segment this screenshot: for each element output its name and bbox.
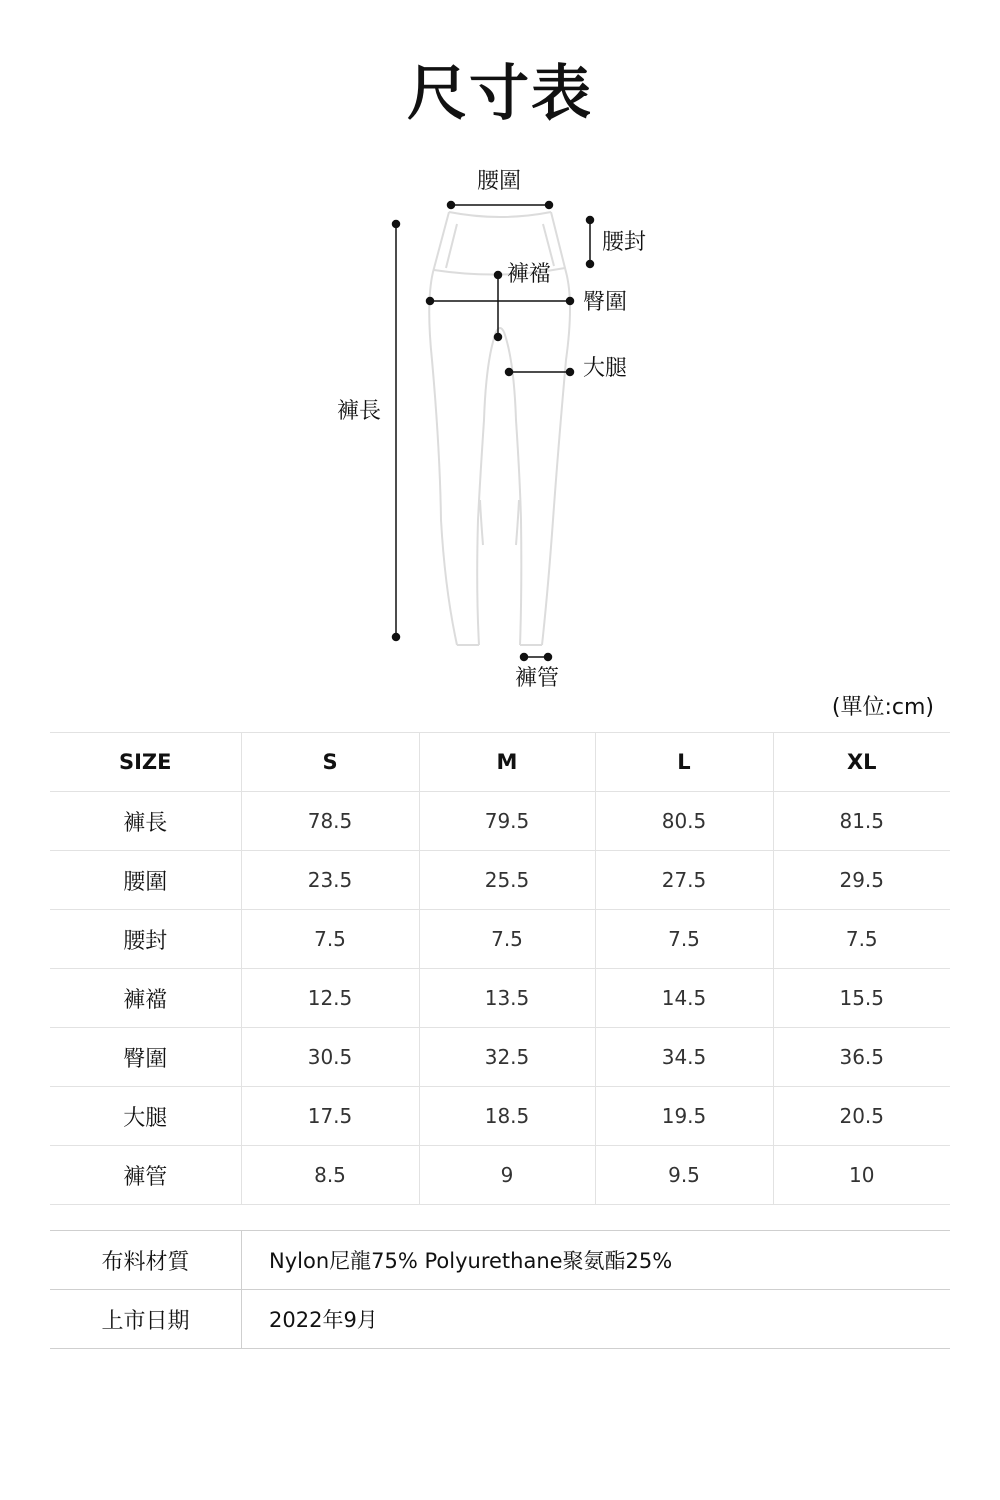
info-table xyxy=(50,1230,950,1349)
table-row xyxy=(50,1087,950,1146)
table-row xyxy=(50,792,950,851)
cell: 7.5 xyxy=(419,910,595,969)
thigh-label: 大腿 xyxy=(583,356,628,381)
size-table-header xyxy=(50,733,950,792)
cell: 79.5 xyxy=(419,792,595,851)
leg-opening-label: 褲管 xyxy=(515,666,560,691)
cell: 10 xyxy=(773,1146,950,1205)
row-label: 大腿 xyxy=(50,1087,241,1146)
info-row-release-date xyxy=(50,1290,950,1349)
unit-note: (單位:cm) xyxy=(831,695,934,720)
row-label: 褲長 xyxy=(50,792,241,851)
cell: 36.5 xyxy=(773,1028,950,1087)
measurement-lines xyxy=(393,202,594,661)
cell: 32.5 xyxy=(419,1028,595,1087)
cell: 14.5 xyxy=(595,969,773,1028)
hip-label: 臀圍 xyxy=(583,290,628,315)
cell: 27.5 xyxy=(595,851,773,910)
release-date-value: 2022年9月 xyxy=(242,1290,951,1349)
header-size: SIZE xyxy=(50,733,241,792)
row-label: 褲管 xyxy=(50,1146,241,1205)
cell: 29.5 xyxy=(773,851,950,910)
cell: 34.5 xyxy=(595,1028,773,1087)
cell: 23.5 xyxy=(241,851,419,910)
cell: 9 xyxy=(419,1146,595,1205)
table-row xyxy=(50,969,950,1028)
cell: 15.5 xyxy=(773,969,950,1028)
cell: 25.5 xyxy=(419,851,595,910)
cell: 12.5 xyxy=(241,969,419,1028)
cell: 7.5 xyxy=(595,910,773,969)
cell: 8.5 xyxy=(241,1146,419,1205)
page-title: 尺寸表 xyxy=(407,59,593,129)
size-table xyxy=(50,732,950,1205)
release-date-label: 上市日期 xyxy=(50,1290,242,1349)
row-label: 腰圍 xyxy=(50,851,241,910)
cell: 80.5 xyxy=(595,792,773,851)
leggings-illustration xyxy=(0,0,1000,700)
table-row xyxy=(50,1146,950,1205)
waist-label: 腰圍 xyxy=(477,169,522,194)
header-l: L xyxy=(595,733,773,792)
cell: 20.5 xyxy=(773,1087,950,1146)
header-xl: XL xyxy=(773,733,950,792)
rise-label: 褲襠 xyxy=(507,262,552,287)
cell: 18.5 xyxy=(419,1087,595,1146)
cell: 13.5 xyxy=(419,969,595,1028)
header-s: S xyxy=(241,733,419,792)
row-label: 褲襠 xyxy=(50,969,241,1028)
material-value: Nylon尼龍75% Polyurethane聚氨酯25% xyxy=(242,1231,951,1290)
cell: 78.5 xyxy=(241,792,419,851)
row-label: 臀圍 xyxy=(50,1028,241,1087)
cell: 7.5 xyxy=(773,910,950,969)
table-row xyxy=(50,910,950,969)
waistband-label: 腰封 xyxy=(602,230,647,255)
material-label: 布料材質 xyxy=(50,1231,242,1290)
header-m: M xyxy=(419,733,595,792)
measurement-diagram xyxy=(0,0,1000,700)
row-label: 腰封 xyxy=(50,910,241,969)
cell: 30.5 xyxy=(241,1028,419,1087)
cell: 9.5 xyxy=(595,1146,773,1205)
cell: 7.5 xyxy=(241,910,419,969)
cell: 19.5 xyxy=(595,1087,773,1146)
info-row-material xyxy=(50,1231,950,1290)
table-row xyxy=(50,1028,950,1087)
cell: 17.5 xyxy=(241,1087,419,1146)
cell: 81.5 xyxy=(773,792,950,851)
table-row xyxy=(50,851,950,910)
length-label: 褲長 xyxy=(337,399,382,424)
